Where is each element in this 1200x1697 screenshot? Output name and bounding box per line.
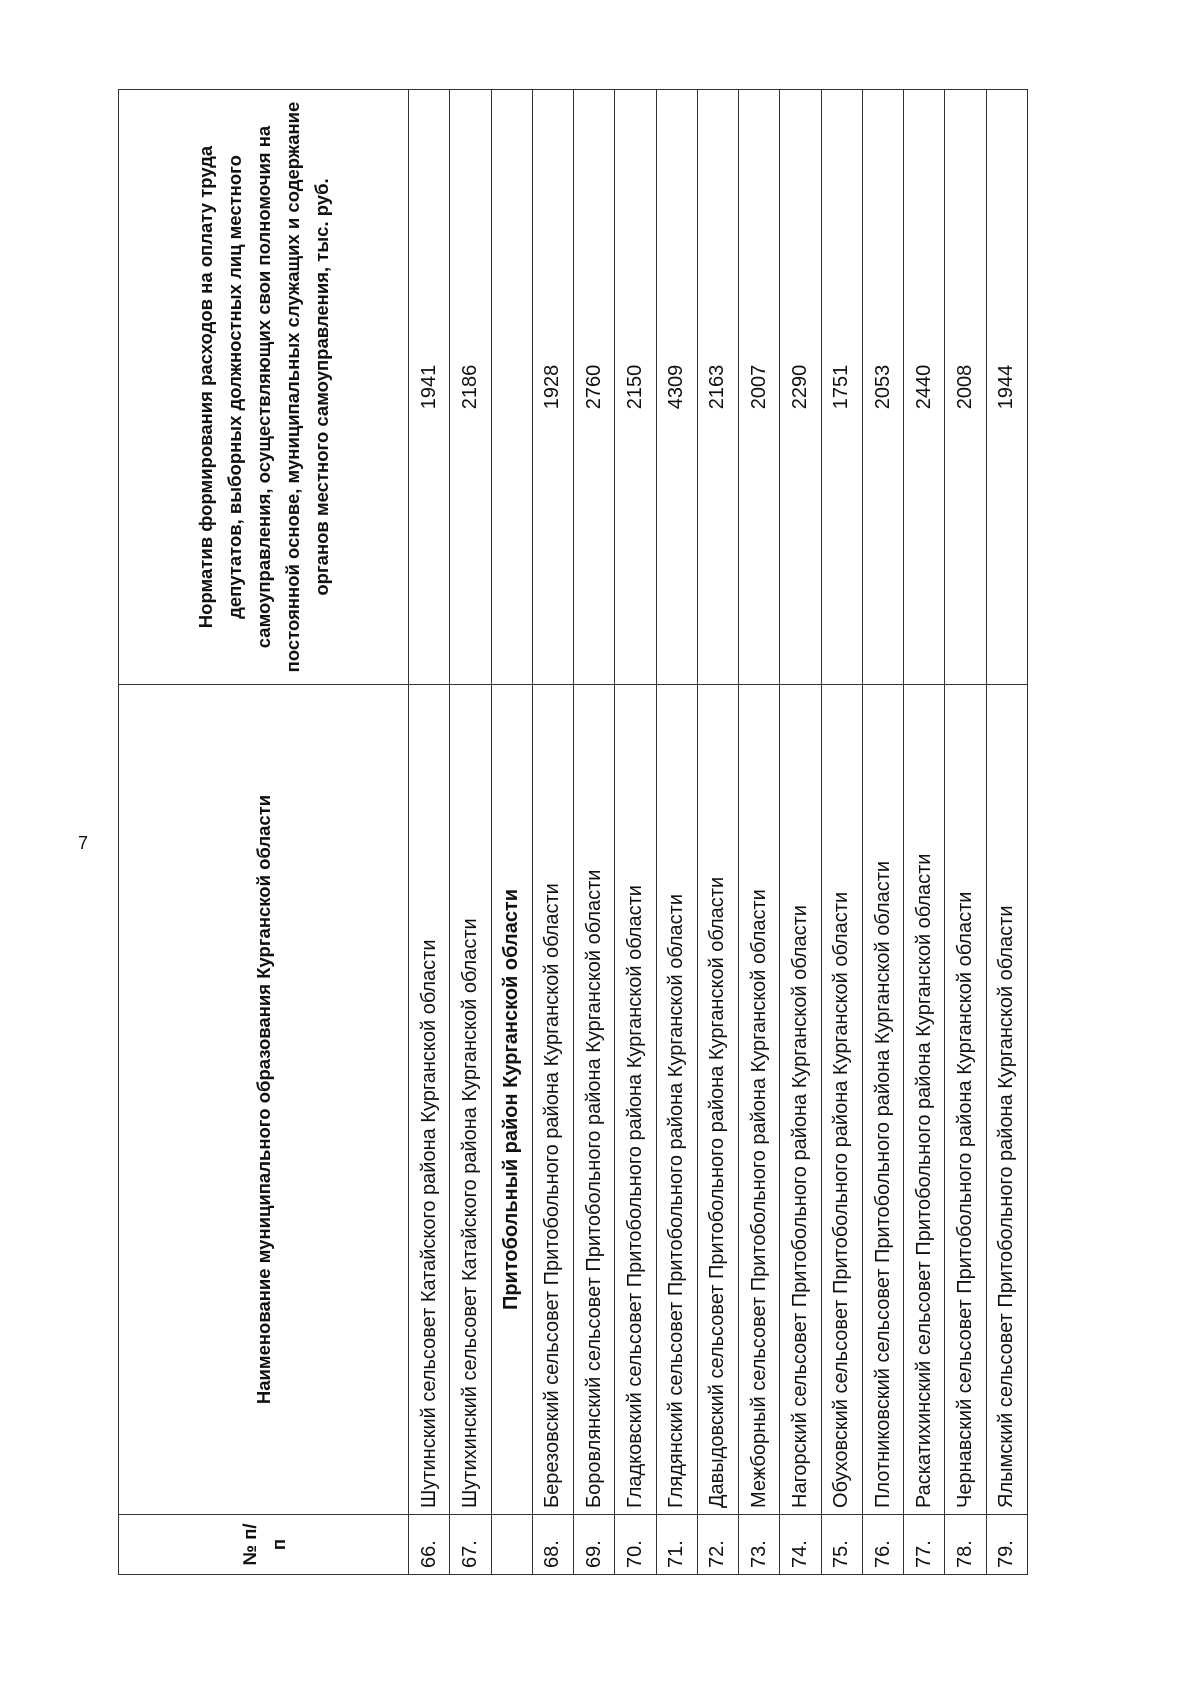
row-number: 74. [780,1515,821,1575]
header-number: № п/п [119,1515,409,1575]
section-row [491,90,532,1575]
section-value-empty [491,90,532,685]
table-row [945,90,986,1575]
header-name: Наименование муниципального образования Курганской области [119,685,409,1515]
row-name: Ялымский сельсовет Притобольного района Курганской области [986,685,1027,1515]
table-row [409,90,450,1575]
table-row [615,90,656,1575]
row-name: Глядянский сельсовет Притобольного района Курганской области [656,685,697,1515]
row-value: 1751 [821,90,862,685]
row-number: 72. [697,1515,738,1575]
row-value: 2007 [739,90,780,685]
table-row [656,90,697,1575]
table-row [821,90,862,1575]
table-row [574,90,615,1575]
row-number: 70. [615,1515,656,1575]
row-value: 2290 [780,90,821,685]
row-value: 2008 [945,90,986,685]
table-row [780,90,821,1575]
row-name: Межборный сельсовет Притобольного района Курганской области [739,685,780,1515]
page-number: 7 [78,833,89,853]
row-name: Шутихинский сельсовет Катайского района Курганской области [450,685,491,1515]
row-number: 68. [532,1515,573,1575]
row-value: 2440 [904,90,945,685]
row-number: 77. [904,1515,945,1575]
row-name: Чернавский сельсовет Притобольного района Курганской области [945,685,986,1515]
table-row [450,90,491,1575]
row-value: 1928 [532,90,573,685]
row-value: 2150 [615,90,656,685]
row-name: Раскатихинский сельсовет Притобольного района Курганской области [904,685,945,1515]
header-norm: Норматив формирования расходов на оплату труда депутатов, выборных должностных лиц местного самоуправления, осуществляющих свои полномочия на постоянной основе, муниципальных служащих и содержание органов местного самоуправления, тыс. руб. [119,90,409,685]
table-row [697,90,738,1575]
table-row [904,90,945,1575]
municipal-norms-table [118,89,1028,1575]
row-number: 76. [862,1515,903,1575]
row-number: 79. [986,1515,1027,1575]
section-number-empty [491,1515,532,1575]
table-row [739,90,780,1575]
table-row [532,90,573,1575]
row-value: 1944 [986,90,1027,685]
row-name: Березовский сельсовет Притобольного района Курганской области [532,685,573,1515]
row-name: Гладковский сельсовет Притобольного района Курганской области [615,685,656,1515]
row-name: Нагорский сельсовет Притобольного района Курганской области [780,685,821,1515]
row-number: 67. [450,1515,491,1575]
rotated-table-container [118,90,1028,1575]
row-name: Шутинский сельсовет Катайского района Курганской области [409,685,450,1515]
row-number: 71. [656,1515,697,1575]
table-body [409,90,1028,1575]
row-number: 69. [574,1515,615,1575]
row-number: 73. [739,1515,780,1575]
table-row [986,90,1027,1575]
row-name: Давыдовский сельсовет Притобольного района Курганской области [697,685,738,1515]
row-number: 78. [945,1515,986,1575]
row-value: 2053 [862,90,903,685]
section-title: Притобольный район Курганской области [491,685,532,1515]
row-number: 75. [821,1515,862,1575]
row-value: 2760 [574,90,615,685]
row-value: 2163 [697,90,738,685]
row-name: Обуховский сельсовет Притобольного района Курганской области [821,685,862,1515]
row-value: 1941 [409,90,450,685]
row-value: 4309 [656,90,697,685]
table-header-row [119,90,409,1575]
row-number: 66. [409,1515,450,1575]
row-name: Боровлянский сельсовет Притобольного района Курганской области [574,685,615,1515]
row-value: 2186 [450,90,491,685]
row-name: Плотниковский сельсовет Притобольного района Курганской области [862,685,903,1515]
table-row [862,90,903,1575]
